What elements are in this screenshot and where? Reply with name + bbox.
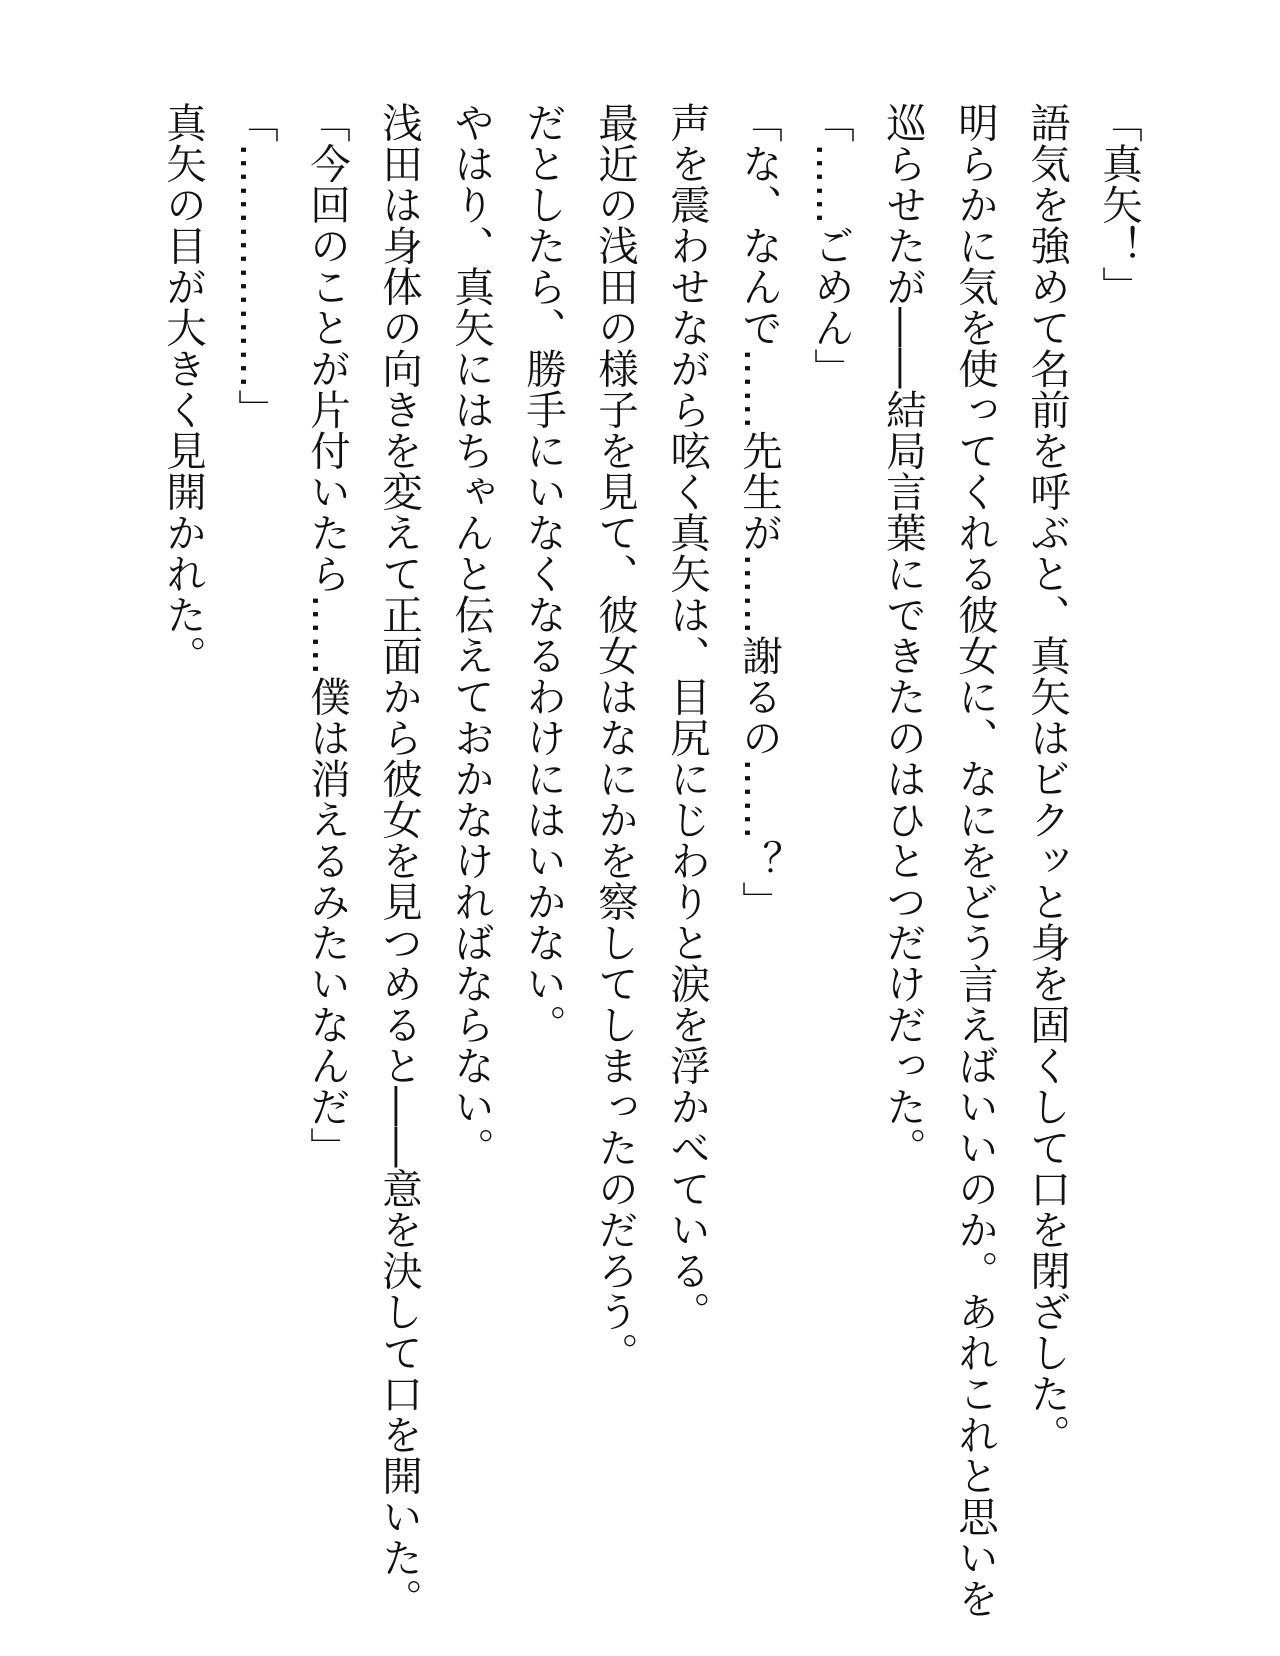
text-line-6: 声を震わせながら呟く真矢は、目尻にじわりと涙を浮かべている。 [663,102,711,1332]
text-line-8: だとしたら、勝手にいなくなるわけにはいかない。 [519,102,567,1045]
text-line-12: 「………………」 [231,102,279,430]
text-line-10: 浅田は身体の向きを変えて正面から彼女を見つめると――意を決して口を開いた。 [375,102,423,1619]
text-line-7: 最近の浅田の様子を見て、彼女はなにかを察してしまったのだろう。 [591,102,639,1373]
text-line-1: 「真矢！」 [1095,102,1143,307]
text-line-4: 「……ごめん」 [807,102,855,389]
vertical-text-body [147,102,1155,1622]
text-line-11: 「今回のことが片付いたら……僕は消えるみたいなんだ」 [303,102,351,1168]
text-line-13: 真矢の目が大きく見開かれた。 [159,102,207,676]
text-line-5: 「な、なんで……先生が……謝るの……？」 [735,102,783,922]
text-line-9: やはり、真矢にはちゃんと伝えておかなければならない。 [447,102,495,1168]
text-line-3: 明らかに気を使ってくれる彼女に、なにをどう言えばいいのか。あれこれと思いを巡らせたが――結局言葉にできたのはひとつだけだった。 [879,102,999,1619]
text-line-2: 語気を強めて名前を呼ぶと、真矢はビクッと身を固くして口を閉ざした。 [1023,102,1071,1455]
